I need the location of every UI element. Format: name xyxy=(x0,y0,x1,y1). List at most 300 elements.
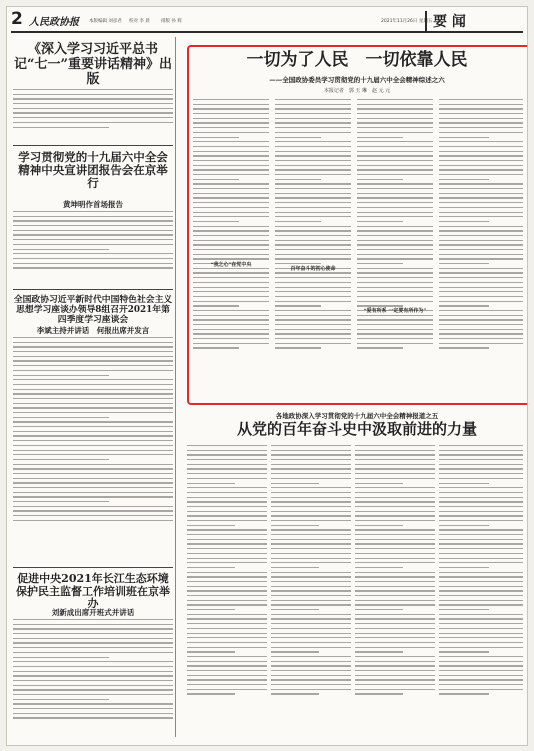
subheadline-lecture: 黄坤明作首场报告 xyxy=(63,200,123,209)
body-text-line xyxy=(13,450,173,451)
body-text-line xyxy=(357,263,403,264)
body-text-line xyxy=(355,445,435,446)
body-text-line xyxy=(187,581,267,582)
subheadline-yangtze: 刘新成出席开班式并讲话 xyxy=(51,608,135,617)
body-text-line xyxy=(275,258,351,259)
body-text-line xyxy=(275,272,351,273)
body-text-line xyxy=(271,633,351,634)
body-text-line xyxy=(439,202,523,203)
body-text-line xyxy=(193,226,269,227)
body-text-line xyxy=(193,296,269,297)
body-text-line xyxy=(439,567,489,568)
body-text-line xyxy=(439,160,523,161)
feature-title: 一切为了人民 一切依靠人民 xyxy=(246,50,468,70)
body-text-line xyxy=(271,618,351,619)
body-text-line xyxy=(355,595,435,596)
body-text-line xyxy=(13,421,173,422)
body-text-line xyxy=(193,202,269,203)
body-text-line xyxy=(275,212,351,213)
body-text-line xyxy=(13,412,173,413)
body-text-line xyxy=(271,679,351,680)
body-text-line xyxy=(271,623,351,624)
body-text-line xyxy=(187,647,267,648)
body-text-line xyxy=(357,179,403,180)
body-text-line xyxy=(357,230,433,231)
feature-byline: 本报记者 郭 玉 琳 赵 元 元 xyxy=(323,88,391,94)
body-text-line xyxy=(355,492,435,493)
body-text-line xyxy=(275,104,351,105)
body-text-line xyxy=(357,207,433,208)
body-text-line xyxy=(271,661,351,662)
body-text-line xyxy=(357,338,433,339)
body-text-line xyxy=(187,553,267,554)
body-text-line xyxy=(193,169,269,170)
body-text-line xyxy=(439,675,523,676)
body-text-line xyxy=(357,272,433,273)
body-text-line xyxy=(439,623,523,624)
body-text-line xyxy=(439,310,523,311)
body-text-line xyxy=(271,614,351,615)
body-text-line xyxy=(357,277,433,278)
body-text-line xyxy=(193,193,269,194)
body-text-line xyxy=(271,483,319,484)
body-text-line xyxy=(275,230,351,231)
body-text-line xyxy=(439,628,523,629)
body-text-line xyxy=(13,482,173,483)
feature-subtitle: ——全国政协委员学习贯彻党的十九届六中全会精神综述之六 xyxy=(269,76,445,84)
body-text-line xyxy=(439,520,523,521)
body-text-line xyxy=(271,468,351,469)
page-number: 2 xyxy=(11,9,23,29)
body-text-line xyxy=(271,492,351,493)
body-text-line xyxy=(357,118,433,119)
body-text-line xyxy=(13,356,173,357)
body-text-line xyxy=(193,104,269,105)
body-text-line xyxy=(271,656,351,657)
body-text-line xyxy=(193,230,269,231)
body-text-line xyxy=(193,277,269,278)
body-text-line xyxy=(13,473,173,474)
body-text-line xyxy=(13,638,173,639)
body-text-line xyxy=(275,329,351,330)
body-text-line xyxy=(271,642,351,643)
body-text-line xyxy=(187,693,235,694)
body-text-line xyxy=(355,478,435,479)
body-text-line xyxy=(439,487,523,488)
body-text-line xyxy=(357,188,433,189)
body-text-line xyxy=(355,558,435,559)
body-text-line xyxy=(193,324,269,325)
body-text-line xyxy=(13,703,173,704)
body-text-line xyxy=(13,459,109,460)
body-text-line xyxy=(275,282,351,283)
body-text-line xyxy=(187,478,267,479)
body-text-line xyxy=(439,501,523,502)
body-text-line xyxy=(439,127,523,128)
body-text-line xyxy=(357,240,433,241)
body-text-line xyxy=(439,618,523,619)
body-text-line xyxy=(439,473,523,474)
body-text-line xyxy=(439,258,523,259)
body-text-line xyxy=(193,329,269,330)
body-text-line xyxy=(187,600,267,601)
body-text-line xyxy=(13,337,173,338)
body-text-line xyxy=(13,694,173,695)
body-text-line xyxy=(271,539,351,540)
body-text-line xyxy=(355,633,435,634)
body-text-line xyxy=(357,296,433,297)
body-text-line xyxy=(275,301,351,302)
body-text-line xyxy=(357,221,403,222)
body-text-line xyxy=(187,492,267,493)
body-text-line xyxy=(271,651,319,652)
body-text-line xyxy=(271,609,319,610)
body-text-line xyxy=(193,212,269,213)
body-text-line xyxy=(275,310,351,311)
body-text-line xyxy=(355,665,435,666)
body-text-line xyxy=(355,576,435,577)
body-text-line xyxy=(439,263,489,264)
body-text-line xyxy=(271,684,351,685)
body-text-line xyxy=(357,244,433,245)
masthead-date: 2021年11月26日 星期五 xyxy=(381,19,433,24)
body-text-line xyxy=(355,614,435,615)
body-text-line xyxy=(187,618,267,619)
body-text-line xyxy=(187,656,267,657)
body-text-line xyxy=(355,609,403,610)
body-text-line xyxy=(355,483,403,484)
body-text-line xyxy=(439,216,523,217)
body-text-line xyxy=(271,590,351,591)
body-text-line xyxy=(275,296,351,297)
body-text-line xyxy=(271,576,351,577)
body-text-line xyxy=(13,435,173,436)
body-text-line xyxy=(13,699,109,700)
body-text-line xyxy=(439,539,523,540)
body-text-line xyxy=(193,113,269,114)
body-text-line xyxy=(439,576,523,577)
body-text-line xyxy=(187,590,267,591)
newspaper-page xyxy=(6,6,528,746)
body-text-line xyxy=(439,483,489,484)
body-text-line xyxy=(439,235,523,236)
body-text-line xyxy=(439,454,523,455)
body-text-line xyxy=(275,108,351,109)
body-text-line xyxy=(355,604,435,605)
body-text-line xyxy=(357,282,433,283)
body-text-line xyxy=(439,207,523,208)
body-text-line xyxy=(439,506,523,507)
body-text-line xyxy=(271,689,351,690)
body-text-line xyxy=(187,501,267,502)
body-text-line xyxy=(357,151,433,152)
feature-column-1 xyxy=(193,99,269,397)
body-text-line xyxy=(275,141,351,142)
body-text-line xyxy=(13,342,173,343)
body-text-line xyxy=(355,520,435,521)
body-text-line xyxy=(275,127,351,128)
body-text-line xyxy=(193,141,269,142)
body-text-line xyxy=(187,454,267,455)
body-text-line xyxy=(13,464,173,465)
divider xyxy=(13,567,173,568)
body-text-line xyxy=(193,99,269,100)
body-text-line xyxy=(187,642,267,643)
body-text-line xyxy=(439,287,523,288)
body-text-line xyxy=(187,506,267,507)
body-text-line xyxy=(187,628,267,629)
section-label: 要 闻 xyxy=(425,11,483,31)
body-text-line xyxy=(439,343,523,344)
body-text-line xyxy=(13,263,173,264)
body-text-line xyxy=(187,604,267,605)
body-text-line xyxy=(275,146,351,147)
body-text-line xyxy=(439,548,523,549)
body-text-line xyxy=(439,174,523,175)
body-text-line xyxy=(439,329,523,330)
body-text-line xyxy=(187,562,267,563)
body-text-line xyxy=(357,324,433,325)
body-text-line xyxy=(271,473,351,474)
body-text-line xyxy=(357,329,433,330)
body-text-line xyxy=(13,496,173,497)
feature-column-4 xyxy=(439,99,523,397)
body-text-line xyxy=(439,108,523,109)
body-text-line xyxy=(357,258,433,259)
body-text-line xyxy=(13,351,173,352)
body-text-line xyxy=(355,515,435,516)
body-text-line xyxy=(439,132,523,133)
headline-book-release: 《深入学习习近平总书记“七一”重要讲话精神》出版 xyxy=(14,42,172,87)
feature-column-2 xyxy=(275,99,351,397)
lower-column-4 xyxy=(439,445,523,741)
body-text-line xyxy=(193,258,269,259)
body-text-line xyxy=(193,132,269,133)
body-text-line xyxy=(355,670,435,671)
divider xyxy=(13,289,173,290)
body-text-line xyxy=(13,122,173,123)
body-text-line xyxy=(439,642,523,643)
body-text-line xyxy=(187,468,267,469)
body-text-line xyxy=(193,282,269,283)
body-text-line xyxy=(271,604,351,605)
body-text-line xyxy=(193,343,269,344)
body-text-line xyxy=(439,670,523,671)
body-text-line xyxy=(187,539,267,540)
body-text-line xyxy=(355,525,403,526)
body-text-line xyxy=(187,661,267,662)
paper-name: 人民政协报 xyxy=(29,17,79,28)
body-text-line xyxy=(439,525,489,526)
body-text-line xyxy=(13,652,173,653)
body-text-line xyxy=(439,450,523,451)
body-text-line xyxy=(13,112,173,113)
body-text-line xyxy=(439,291,523,292)
body-text-line xyxy=(439,137,489,138)
body-text-line xyxy=(13,407,173,408)
body-text-line xyxy=(439,553,523,554)
article-study-meeting-body xyxy=(13,337,173,561)
body-text-line xyxy=(275,235,351,236)
body-text-line xyxy=(355,586,435,587)
body-text-line xyxy=(271,497,351,498)
body-text-line xyxy=(271,600,351,601)
body-text-line xyxy=(13,393,173,394)
body-text-line xyxy=(271,553,351,554)
body-text-line xyxy=(13,487,173,488)
body-text-line xyxy=(193,287,269,288)
body-text-line xyxy=(275,240,351,241)
body-text-line xyxy=(271,581,351,582)
body-text-line xyxy=(357,160,433,161)
body-text-line xyxy=(271,586,351,587)
body-text-line xyxy=(13,468,173,469)
body-text-line xyxy=(439,347,489,348)
body-text-line xyxy=(439,604,523,605)
body-text-line xyxy=(275,155,351,156)
body-text-line xyxy=(13,506,173,507)
body-text-line xyxy=(271,665,351,666)
body-text-line xyxy=(439,661,523,662)
body-text-line xyxy=(193,315,269,316)
body-text-line xyxy=(439,240,523,241)
body-text-line xyxy=(439,193,523,194)
body-text-line xyxy=(439,212,523,213)
body-text-line xyxy=(357,108,433,109)
body-text-line xyxy=(271,548,351,549)
body-text-line xyxy=(357,226,433,227)
body-text-line xyxy=(13,89,173,90)
body-text-line xyxy=(13,379,173,380)
body-text-line xyxy=(193,305,239,306)
body-text-line xyxy=(13,220,173,221)
body-text-line xyxy=(13,360,173,361)
body-text-line xyxy=(357,113,433,114)
body-text-line xyxy=(439,118,523,119)
body-text-line xyxy=(439,586,523,587)
body-text-line xyxy=(355,567,403,568)
body-text-line xyxy=(439,268,523,269)
body-text-line xyxy=(13,108,173,109)
body-text-line xyxy=(355,464,435,465)
body-text-line xyxy=(439,590,523,591)
body-text-line xyxy=(193,216,269,217)
body-text-line xyxy=(439,459,523,460)
body-text-line xyxy=(439,468,523,469)
feature-column-3 xyxy=(357,99,433,397)
body-text-line xyxy=(13,253,173,254)
body-text-line xyxy=(439,179,489,180)
body-text-line xyxy=(357,254,433,255)
masthead xyxy=(11,9,523,33)
body-text-line xyxy=(193,108,269,109)
body-text-line xyxy=(355,511,435,512)
body-text-line xyxy=(271,515,351,516)
body-text-line xyxy=(439,595,523,596)
body-text-line xyxy=(187,614,267,615)
body-text-line xyxy=(193,137,239,138)
body-text-line xyxy=(13,431,173,432)
body-text-line xyxy=(439,155,523,156)
body-text-line xyxy=(13,239,173,240)
body-text-line xyxy=(193,244,269,245)
body-text-line xyxy=(439,197,523,198)
body-text-line xyxy=(355,497,435,498)
body-text-line xyxy=(355,656,435,657)
body-text-line xyxy=(439,99,523,100)
body-text-line xyxy=(439,684,523,685)
body-text-line xyxy=(187,637,267,638)
body-text-line xyxy=(13,454,173,455)
body-text-line xyxy=(439,315,523,316)
body-text-line xyxy=(355,454,435,455)
body-text-line xyxy=(275,207,351,208)
body-text-line xyxy=(275,160,351,161)
body-text-line xyxy=(275,305,321,306)
body-text-line xyxy=(13,492,173,493)
body-text-line xyxy=(355,661,435,662)
body-text-line xyxy=(187,558,267,559)
body-text-line xyxy=(357,146,433,147)
lower-column-3 xyxy=(355,445,435,741)
body-text-line xyxy=(193,338,269,339)
body-text-line xyxy=(357,333,433,334)
body-text-line xyxy=(193,165,269,166)
body-text-line xyxy=(193,155,269,156)
body-text-line xyxy=(439,665,523,666)
body-text-line xyxy=(13,619,173,620)
body-text-line xyxy=(439,529,523,530)
body-text-line xyxy=(187,529,267,530)
body-text-line xyxy=(187,567,235,568)
body-text-line xyxy=(271,647,351,648)
body-text-line xyxy=(439,221,489,222)
article-book-release-body xyxy=(13,89,173,139)
body-text-line xyxy=(275,169,351,170)
body-text-line xyxy=(275,193,351,194)
body-text-line xyxy=(271,525,319,526)
body-text-line xyxy=(275,221,321,222)
column-rule xyxy=(175,37,176,737)
body-text-line xyxy=(13,384,173,385)
body-text-line xyxy=(193,310,269,311)
body-text-line xyxy=(13,365,173,366)
body-text-line xyxy=(13,657,109,658)
body-text-line xyxy=(193,254,269,255)
body-text-line xyxy=(13,717,173,718)
body-text-line xyxy=(355,473,435,474)
body-text-line xyxy=(275,216,351,217)
body-text-line xyxy=(439,165,523,166)
body-text-line xyxy=(439,609,489,610)
body-text-line xyxy=(439,254,523,255)
body-text-line xyxy=(275,277,351,278)
body-text-line xyxy=(193,151,269,152)
body-text-line xyxy=(357,216,433,217)
body-text-line xyxy=(187,675,267,676)
body-text-line xyxy=(271,543,351,544)
body-text-line xyxy=(355,675,435,676)
body-text-line xyxy=(13,403,173,404)
body-text-line xyxy=(355,618,435,619)
article-yangtze-body xyxy=(13,619,173,739)
body-text-line xyxy=(439,562,523,563)
body-text-line xyxy=(275,122,351,123)
body-text-line xyxy=(357,291,433,292)
body-text-line xyxy=(193,188,269,189)
body-text-line xyxy=(275,99,351,100)
body-text-line xyxy=(193,207,269,208)
